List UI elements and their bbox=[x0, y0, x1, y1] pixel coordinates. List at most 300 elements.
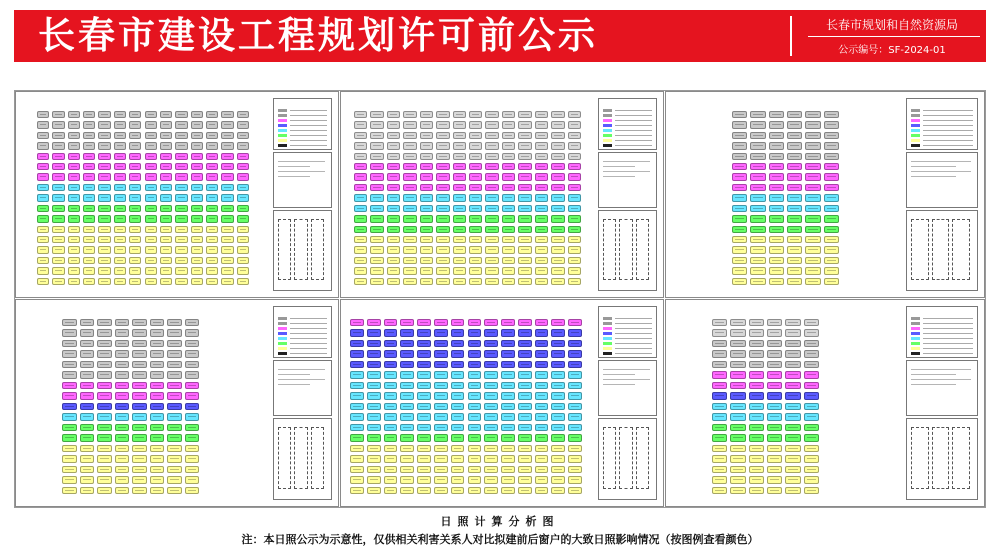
window-cell bbox=[175, 142, 187, 149]
window-cell bbox=[150, 319, 165, 326]
window-cell bbox=[185, 319, 200, 326]
window-cell bbox=[568, 278, 581, 285]
window-cell bbox=[420, 226, 433, 233]
window-cell bbox=[730, 455, 745, 462]
window-cell bbox=[436, 163, 449, 170]
window-cell bbox=[403, 142, 416, 149]
window-cell bbox=[68, 111, 80, 118]
window-cell bbox=[400, 455, 414, 462]
window-cell bbox=[350, 329, 364, 336]
window-cell bbox=[502, 142, 515, 149]
legend-text-line bbox=[290, 110, 327, 111]
window-cell bbox=[434, 413, 448, 420]
window-cell bbox=[551, 413, 565, 420]
window-cell bbox=[370, 132, 383, 139]
window-cell bbox=[387, 257, 400, 264]
window-cell bbox=[384, 403, 398, 410]
window-cell bbox=[732, 184, 747, 191]
window-cell bbox=[749, 392, 764, 399]
window-cell bbox=[436, 121, 449, 128]
window-cell bbox=[97, 371, 112, 378]
legend-table bbox=[906, 98, 978, 150]
window-cell bbox=[370, 142, 383, 149]
legend-swatch bbox=[603, 139, 612, 142]
window-cell bbox=[551, 476, 565, 483]
window-cell bbox=[535, 413, 549, 420]
site-plan-block bbox=[294, 219, 307, 280]
window-cell bbox=[453, 132, 466, 139]
window-cell bbox=[805, 278, 820, 285]
window-cell bbox=[551, 392, 565, 399]
window-cell bbox=[485, 184, 498, 191]
window-cell bbox=[568, 142, 581, 149]
window-cell bbox=[150, 466, 165, 473]
window-cell bbox=[167, 445, 182, 452]
window-cell bbox=[804, 329, 819, 336]
window-cell bbox=[400, 382, 414, 389]
window-cell bbox=[769, 215, 784, 222]
window-cell bbox=[384, 382, 398, 389]
window-cell bbox=[417, 455, 431, 462]
window-cell bbox=[417, 424, 431, 431]
legend-text-line bbox=[615, 318, 652, 319]
window-cell bbox=[551, 382, 565, 389]
window-cell bbox=[805, 153, 820, 160]
window-cell bbox=[68, 184, 80, 191]
window-cell bbox=[221, 267, 233, 274]
window-cell bbox=[191, 132, 203, 139]
window-cell bbox=[354, 236, 367, 243]
window-cell bbox=[115, 434, 130, 441]
window-cell bbox=[501, 476, 515, 483]
window-cell bbox=[62, 350, 77, 357]
window-cell bbox=[191, 257, 203, 264]
window-cell bbox=[749, 476, 764, 483]
window-cell bbox=[469, 173, 482, 180]
window-cell bbox=[535, 215, 548, 222]
window-cell bbox=[145, 205, 157, 212]
window-cell bbox=[167, 340, 182, 347]
window-cell bbox=[160, 226, 172, 233]
legend-text-line bbox=[290, 343, 327, 344]
note-text-line bbox=[911, 171, 971, 172]
window-cell bbox=[160, 163, 172, 170]
window-cell bbox=[551, 257, 564, 264]
window-cell bbox=[568, 267, 581, 274]
window-cell bbox=[535, 424, 549, 431]
window-cell bbox=[221, 121, 233, 128]
window-cell bbox=[237, 142, 249, 149]
window-cell bbox=[175, 267, 187, 274]
window-cell bbox=[568, 361, 582, 368]
window-cell bbox=[518, 434, 532, 441]
window-cell bbox=[354, 184, 367, 191]
legend-row bbox=[911, 327, 975, 331]
site-plan-block bbox=[619, 219, 632, 280]
window-cell bbox=[150, 445, 165, 452]
window-cell bbox=[451, 371, 465, 378]
window-cell bbox=[804, 445, 819, 452]
window-cell bbox=[769, 205, 784, 212]
window-cell bbox=[62, 371, 77, 378]
window-cell bbox=[501, 392, 515, 399]
window-cell bbox=[434, 382, 448, 389]
window-cell bbox=[97, 487, 112, 494]
window-cell bbox=[767, 350, 782, 357]
window-cell bbox=[132, 445, 147, 452]
window-cell bbox=[568, 392, 582, 399]
window-cell bbox=[97, 466, 112, 473]
window-cell bbox=[98, 153, 110, 160]
site-plan-block bbox=[603, 427, 616, 489]
legend-swatch bbox=[603, 337, 612, 340]
window-cell bbox=[469, 194, 482, 201]
window-cell bbox=[804, 392, 819, 399]
window-cell bbox=[749, 424, 764, 431]
window-cell bbox=[80, 434, 95, 441]
legend-swatch bbox=[911, 119, 920, 122]
legend-swatch bbox=[911, 337, 920, 340]
disclaimer-note: 注：本日照公示为示意性，仅供相关利害关系人对比拟建前后窗户的大致日照影响情况（按图例查看颜色） bbox=[241, 533, 759, 546]
window-cell bbox=[469, 121, 482, 128]
window-cell bbox=[80, 424, 95, 431]
window-cell bbox=[354, 163, 367, 170]
window-cell bbox=[730, 382, 745, 389]
window-cell bbox=[80, 392, 95, 399]
window-cell bbox=[434, 445, 448, 452]
window-cell bbox=[730, 361, 745, 368]
window-cell bbox=[485, 236, 498, 243]
window-cell bbox=[824, 215, 839, 222]
window-cell bbox=[420, 194, 433, 201]
note-text-line bbox=[603, 369, 650, 370]
note-text-line bbox=[278, 171, 325, 172]
window-cell bbox=[191, 236, 203, 243]
window-cell bbox=[420, 236, 433, 243]
window-cell bbox=[787, 111, 802, 118]
window-cell bbox=[37, 267, 49, 274]
window-cell bbox=[434, 329, 448, 336]
window-cell bbox=[769, 278, 784, 285]
note-text-line bbox=[911, 369, 971, 370]
window-cell bbox=[730, 424, 745, 431]
window-cell bbox=[712, 403, 727, 410]
note-text-line bbox=[603, 379, 650, 380]
legend-swatch bbox=[603, 129, 612, 132]
window-cell bbox=[237, 194, 249, 201]
window-cell bbox=[175, 278, 187, 285]
window-cell bbox=[436, 142, 449, 149]
window-cell bbox=[191, 173, 203, 180]
window-cell bbox=[535, 434, 549, 441]
window-cell bbox=[132, 424, 147, 431]
window-cell bbox=[730, 319, 745, 326]
window-cell bbox=[502, 194, 515, 201]
window-cell bbox=[749, 434, 764, 441]
window-cell bbox=[568, 487, 582, 494]
window-cell bbox=[501, 361, 515, 368]
window-cell bbox=[367, 350, 381, 357]
legend-row bbox=[603, 139, 654, 143]
window-cell bbox=[114, 267, 126, 274]
note-text-line bbox=[278, 374, 310, 375]
legend-text-line bbox=[923, 348, 973, 349]
window-cell bbox=[518, 267, 531, 274]
window-cell bbox=[484, 466, 498, 473]
window-cell bbox=[434, 455, 448, 462]
window-cell bbox=[62, 392, 77, 399]
window-cell bbox=[501, 319, 515, 326]
legend-swatch bbox=[911, 322, 920, 325]
legend-row bbox=[603, 332, 654, 336]
window-cell bbox=[367, 329, 381, 336]
window-cell bbox=[387, 163, 400, 170]
window-cell bbox=[191, 205, 203, 212]
legend-swatch bbox=[278, 332, 287, 335]
window-cell bbox=[767, 455, 782, 462]
window-cell bbox=[417, 329, 431, 336]
window-cell bbox=[712, 466, 727, 473]
window-cell bbox=[535, 382, 549, 389]
window-cell bbox=[403, 246, 416, 253]
window-cell bbox=[436, 257, 449, 264]
legend-row bbox=[911, 134, 975, 138]
window-cell bbox=[175, 246, 187, 253]
window-cell bbox=[769, 163, 784, 170]
window-cell bbox=[434, 361, 448, 368]
window-cell bbox=[191, 142, 203, 149]
window-cell bbox=[712, 424, 727, 431]
legend-swatch bbox=[603, 342, 612, 345]
building-facade bbox=[711, 318, 821, 496]
window-cell bbox=[185, 445, 200, 452]
window-cell bbox=[97, 403, 112, 410]
window-cell bbox=[221, 278, 233, 285]
window-cell bbox=[350, 371, 364, 378]
window-cell bbox=[384, 392, 398, 399]
legend-text-line bbox=[290, 140, 327, 141]
window-cell bbox=[451, 403, 465, 410]
window-cell bbox=[732, 121, 747, 128]
window-cell bbox=[145, 236, 157, 243]
window-cell bbox=[451, 340, 465, 347]
window-cell bbox=[150, 413, 165, 420]
window-cell bbox=[551, 361, 565, 368]
window-cell bbox=[568, 382, 582, 389]
window-cell bbox=[206, 226, 218, 233]
window-cell bbox=[370, 173, 383, 180]
window-cell bbox=[568, 424, 582, 431]
window-cell bbox=[787, 173, 802, 180]
window-cell bbox=[518, 329, 532, 336]
window-cell bbox=[167, 361, 182, 368]
legend-row bbox=[278, 337, 329, 341]
site-plan-box bbox=[273, 210, 332, 291]
window-cell bbox=[453, 205, 466, 212]
legend-swatch bbox=[603, 317, 612, 320]
window-cell bbox=[502, 184, 515, 191]
window-cell bbox=[732, 132, 747, 139]
legend-row bbox=[911, 114, 975, 118]
window-cell bbox=[485, 267, 498, 274]
window-cell bbox=[403, 184, 416, 191]
window-cell bbox=[62, 329, 77, 336]
window-cell bbox=[160, 173, 172, 180]
window-cell bbox=[150, 487, 165, 494]
window-cell bbox=[502, 163, 515, 170]
window-cell bbox=[535, 226, 548, 233]
site-plan-box bbox=[598, 418, 657, 500]
window-cell bbox=[568, 445, 582, 452]
legend-text-line bbox=[290, 130, 327, 131]
window-cell bbox=[417, 476, 431, 483]
building-facade bbox=[349, 318, 584, 496]
window-cell bbox=[453, 236, 466, 243]
window-cell bbox=[185, 466, 200, 473]
window-cell bbox=[434, 424, 448, 431]
window-cell bbox=[150, 371, 165, 378]
window-cell bbox=[384, 466, 398, 473]
window-cell bbox=[145, 226, 157, 233]
window-cell bbox=[129, 173, 141, 180]
window-cell bbox=[145, 142, 157, 149]
window-cell bbox=[468, 319, 482, 326]
window-cell bbox=[436, 205, 449, 212]
legend-row bbox=[603, 342, 654, 346]
window-cell bbox=[804, 413, 819, 420]
window-cell bbox=[97, 392, 112, 399]
site-plan-block bbox=[636, 219, 649, 280]
window-cell bbox=[160, 236, 172, 243]
note-text-line bbox=[278, 369, 325, 370]
window-cell bbox=[551, 445, 565, 452]
window-cell bbox=[551, 121, 564, 128]
window-cell bbox=[115, 476, 130, 483]
window-cell bbox=[769, 111, 784, 118]
legend-row bbox=[603, 109, 654, 113]
window-cell bbox=[535, 445, 549, 452]
window-cell bbox=[434, 466, 448, 473]
window-cell bbox=[730, 340, 745, 347]
window-cell bbox=[52, 121, 64, 128]
window-cell bbox=[167, 487, 182, 494]
window-cell bbox=[568, 329, 582, 336]
window-cell bbox=[400, 476, 414, 483]
legend-row bbox=[603, 352, 654, 356]
window-cell bbox=[191, 153, 203, 160]
legend-text-line bbox=[923, 120, 973, 121]
window-cell bbox=[551, 142, 564, 149]
window-cell bbox=[403, 163, 416, 170]
drawing-panel-2 bbox=[340, 91, 664, 298]
window-cell bbox=[551, 350, 565, 357]
window-cell bbox=[732, 205, 747, 212]
window-cell bbox=[83, 132, 95, 139]
window-cell bbox=[804, 350, 819, 357]
window-cell bbox=[114, 194, 126, 201]
window-cell bbox=[518, 121, 531, 128]
legend-row bbox=[278, 124, 329, 128]
window-cell bbox=[451, 487, 465, 494]
window-cell bbox=[52, 153, 64, 160]
window-cell bbox=[237, 246, 249, 253]
window-cell bbox=[191, 184, 203, 191]
window-cell bbox=[350, 455, 364, 462]
window-cell bbox=[787, 194, 802, 201]
note-text-line bbox=[603, 161, 650, 162]
window-cell bbox=[750, 184, 765, 191]
legend-text-line bbox=[615, 353, 652, 354]
site-plan-block bbox=[911, 219, 929, 280]
window-cell bbox=[787, 267, 802, 274]
window-cell bbox=[37, 163, 49, 170]
window-cell bbox=[749, 319, 764, 326]
window-cell bbox=[535, 163, 548, 170]
window-cell bbox=[502, 121, 515, 128]
window-cell bbox=[354, 111, 367, 118]
window-cell bbox=[387, 153, 400, 160]
window-cell bbox=[485, 132, 498, 139]
window-cell bbox=[62, 424, 77, 431]
window-cell bbox=[367, 424, 381, 431]
window-cell bbox=[62, 434, 77, 441]
legend-swatch bbox=[278, 342, 287, 345]
window-cell bbox=[370, 111, 383, 118]
window-cell bbox=[730, 434, 745, 441]
window-cell bbox=[403, 278, 416, 285]
window-cell bbox=[750, 163, 765, 170]
window-cell bbox=[52, 184, 64, 191]
window-cell bbox=[114, 132, 126, 139]
legend-swatch bbox=[278, 327, 287, 330]
legend-row bbox=[278, 327, 329, 331]
legend-swatch bbox=[603, 134, 612, 137]
window-cell bbox=[132, 413, 147, 420]
legend-swatch bbox=[911, 114, 920, 117]
window-cell bbox=[387, 226, 400, 233]
window-cell bbox=[132, 350, 147, 357]
window-cell bbox=[417, 434, 431, 441]
window-cell bbox=[805, 194, 820, 201]
window-cell bbox=[805, 121, 820, 128]
window-cell bbox=[501, 445, 515, 452]
window-cell bbox=[732, 257, 747, 264]
window-cell bbox=[400, 392, 414, 399]
window-cell bbox=[68, 163, 80, 170]
window-cell bbox=[769, 246, 784, 253]
window-cell bbox=[80, 382, 95, 389]
window-cell bbox=[62, 361, 77, 368]
building-facade bbox=[61, 318, 201, 496]
window-cell bbox=[350, 319, 364, 326]
window-cell bbox=[145, 267, 157, 274]
window-cell bbox=[502, 267, 515, 274]
window-cell bbox=[501, 466, 515, 473]
window-cell bbox=[367, 319, 381, 326]
legend-text-line bbox=[290, 135, 327, 136]
window-cell bbox=[468, 455, 482, 462]
window-cell bbox=[468, 476, 482, 483]
window-cell bbox=[221, 142, 233, 149]
window-cell bbox=[568, 111, 581, 118]
window-cell bbox=[712, 350, 727, 357]
window-cell bbox=[80, 413, 95, 420]
window-cell bbox=[417, 392, 431, 399]
window-cell bbox=[468, 350, 482, 357]
window-cell bbox=[787, 132, 802, 139]
window-cell bbox=[453, 184, 466, 191]
window-cell bbox=[518, 236, 531, 243]
